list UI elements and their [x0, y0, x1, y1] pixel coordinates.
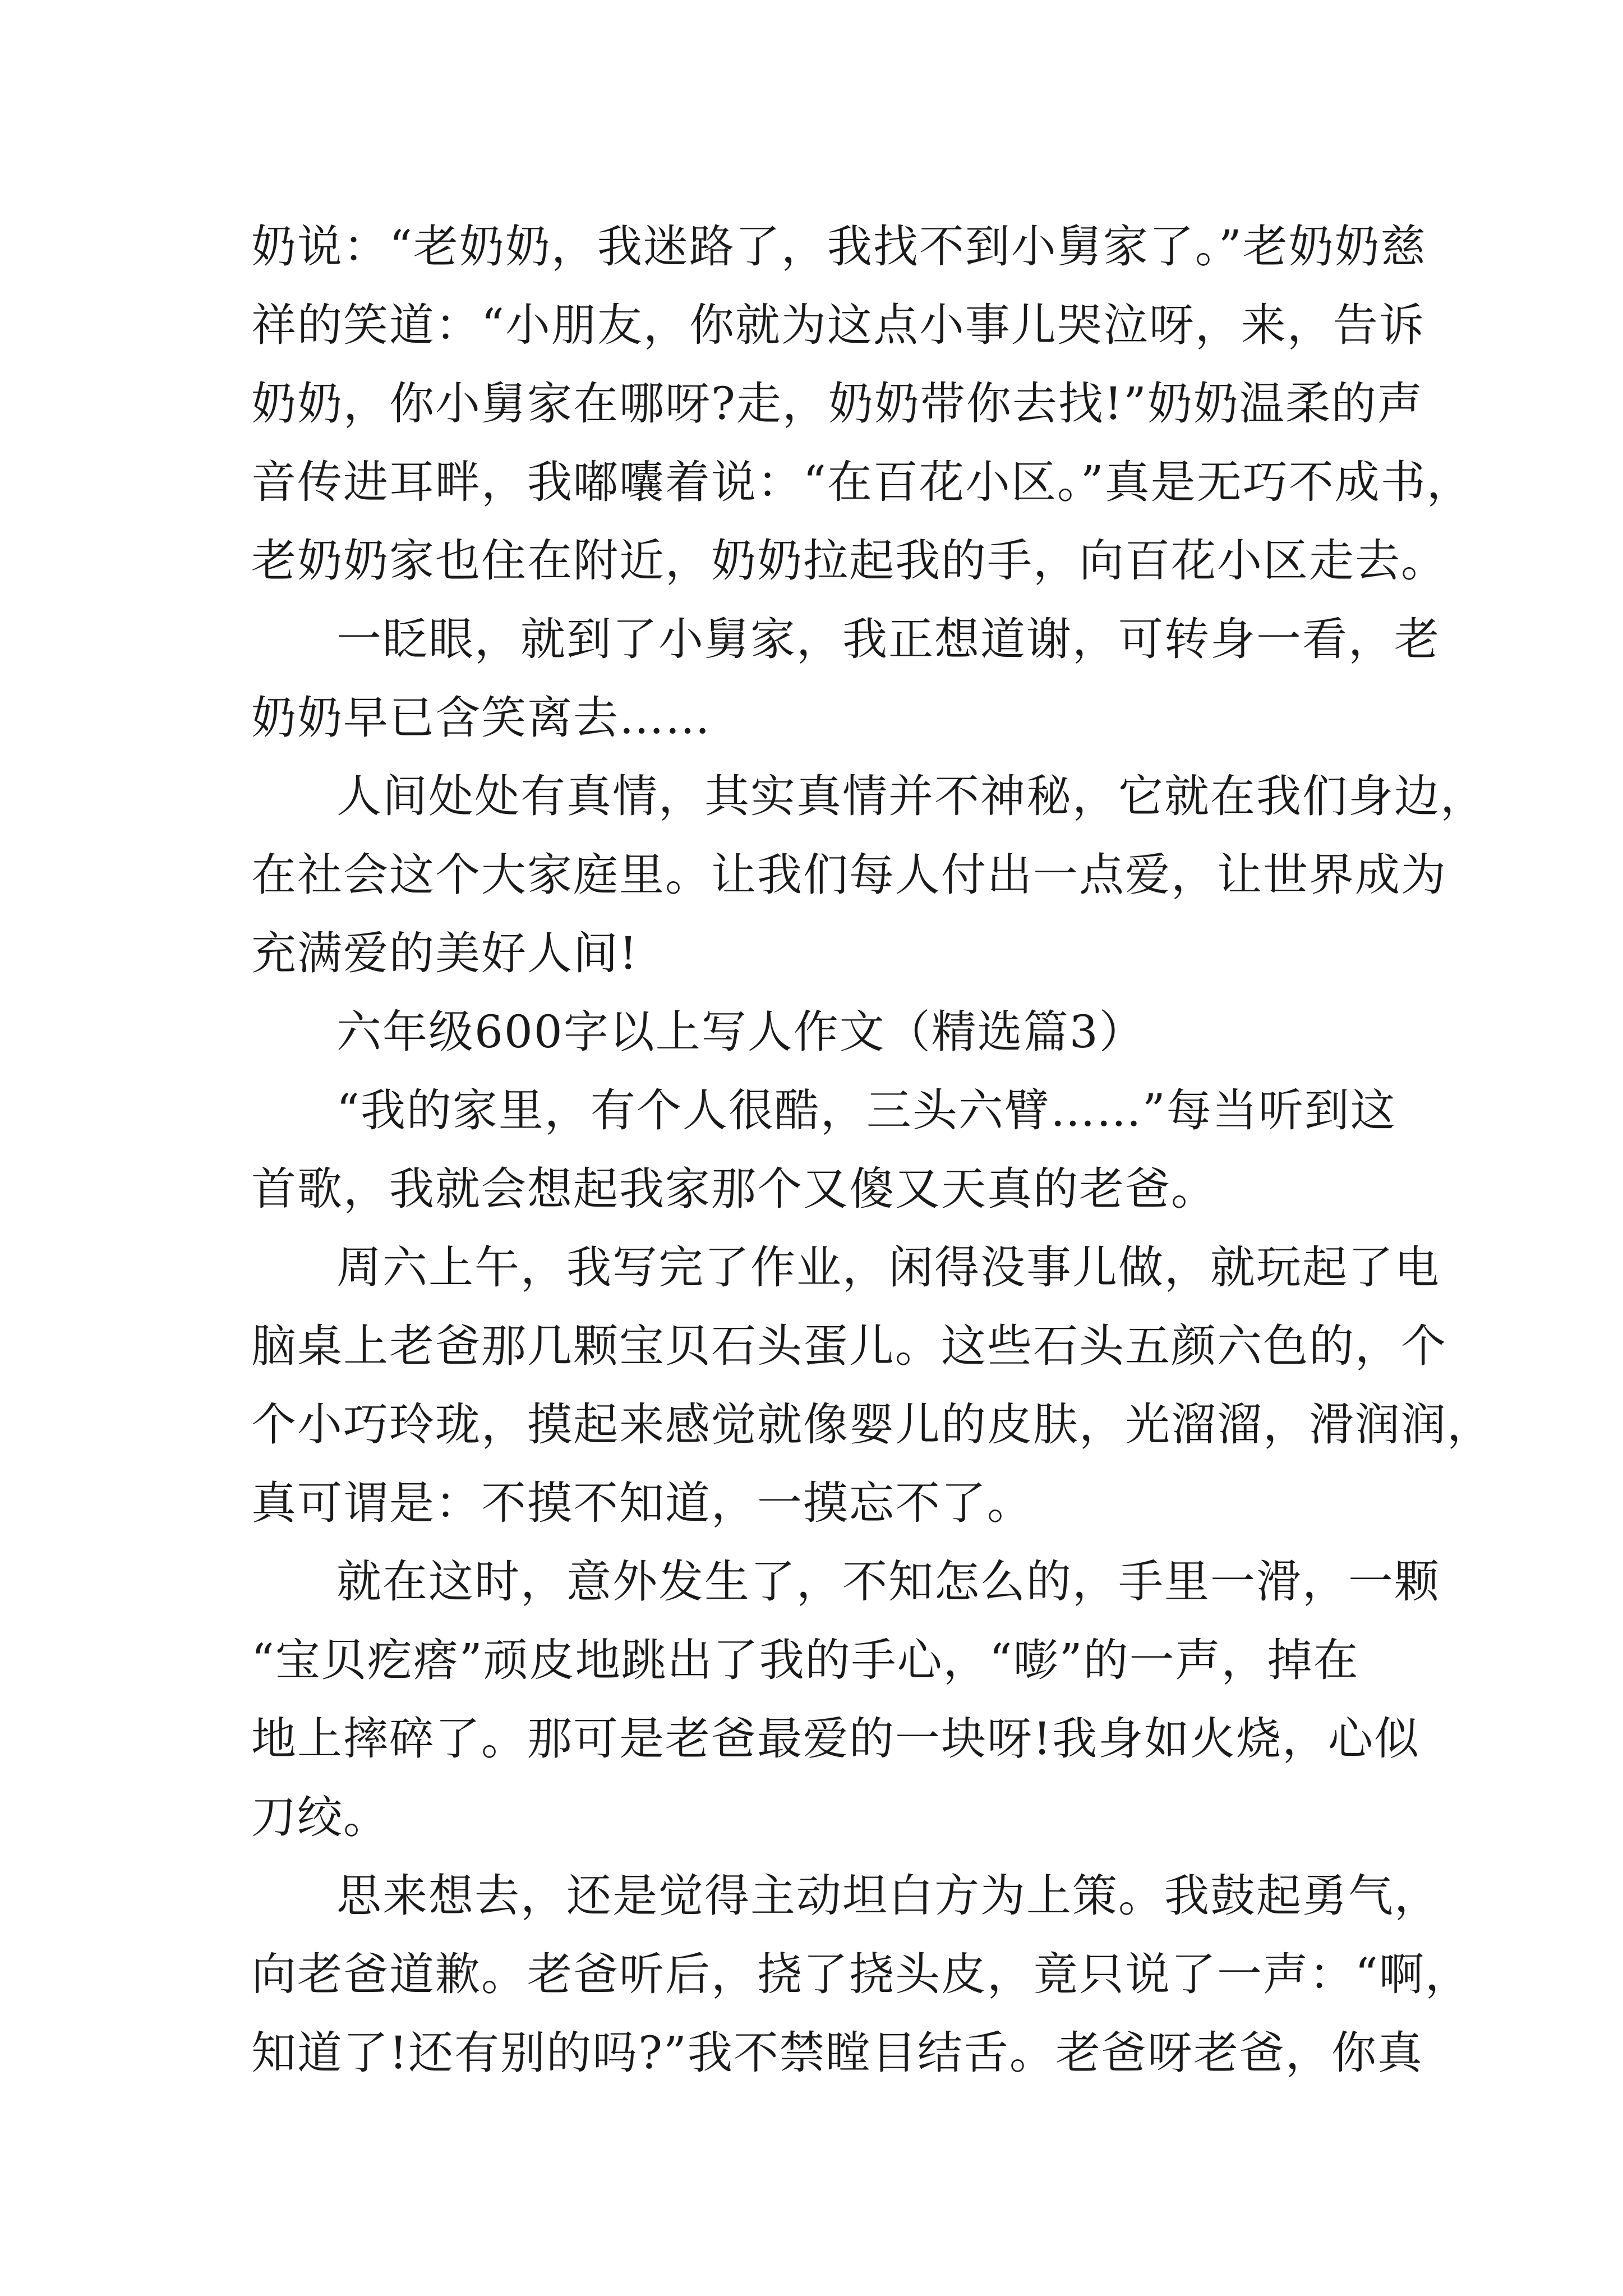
- text-line: 向老爸道歉。老爸听后，挠了挠头皮，竟只说了一声：“啊，: [251, 1948, 1471, 2000]
- text-line: 刀绞。: [251, 1791, 389, 1843]
- text-line: “我的家里，有个人很酷，三头六臂……”每当听到这: [336, 1084, 1396, 1137]
- text-line: 首歌，我就会想起我家那个又傻又天真的老爸。: [251, 1163, 1217, 1215]
- text-line: 思来想去，还是觉得主动坦白方为上策。我鼓起勇气，: [336, 1870, 1440, 1922]
- text-line: 一眨眼，就到了小舅家，我正想道谢，可转身一看，老: [336, 613, 1440, 665]
- text-line: 就在这时，意外发生了，不知怎么的，手里一滑，一颗: [336, 1556, 1440, 1608]
- text-line: 个小巧玲珑，摸起来感觉就像婴儿的皮肤，光溜溜，滑润润，: [251, 1398, 1493, 1451]
- text-line: 奶说：“老奶奶，我迷路了，我找不到小舅家了。”老奶奶慈: [251, 220, 1427, 273]
- text-line: 知道了!还有别的吗?”我不禁瞠目结舌。老爸呀老爸，你真: [251, 2027, 1423, 2079]
- text-line: “宝贝疙瘩”顽皮地跳出了我的手心，“嘭”的一声，掉在: [251, 1634, 1359, 1686]
- text-line: 周六上午，我写完了作业，闲得没事儿做，就玩起了电: [336, 1241, 1440, 1294]
- text-line: 音传进耳畔，我嘟囔着说：“在百花小区。”真是无巧不成书，: [251, 456, 1473, 508]
- text-line: 奶奶，你小舅家在哪呀?走，奶奶带你去找!”奶奶温柔的声: [251, 378, 1423, 430]
- text-line: 真可谓是：不摸不知道，一摸忘不了。: [251, 1477, 1033, 1529]
- text-line: 充满爱的美好人间!: [251, 927, 639, 979]
- text-line: 地上摔碎了。那可是老爸最爱的一块呀!我身如火烧，心似: [251, 1713, 1421, 1765]
- text-line: 在社会这个大家庭里。让我们每人付出一点爱，让世界成为: [251, 849, 1447, 901]
- text-line: 奶奶早已含笑离去……: [251, 692, 711, 744]
- section-heading: 六年级600字以上写人作文（精选篇3）: [336, 1006, 1145, 1058]
- text-line: 脑桌上老爸那几颗宝贝石头蛋儿。这些石头五颜六色的，个: [251, 1320, 1447, 1372]
- text-line: 老奶奶家也住在附近，奶奶拉起我的手，向百花小区走去。: [251, 535, 1447, 587]
- text-line: 祥的笑道：“小朋友，你就为这点小事儿哭泣呀，来，告诉: [251, 299, 1425, 351]
- text-line: 人间处处有真情，其实真情并不神秘，它就在我们身边，: [336, 770, 1486, 822]
